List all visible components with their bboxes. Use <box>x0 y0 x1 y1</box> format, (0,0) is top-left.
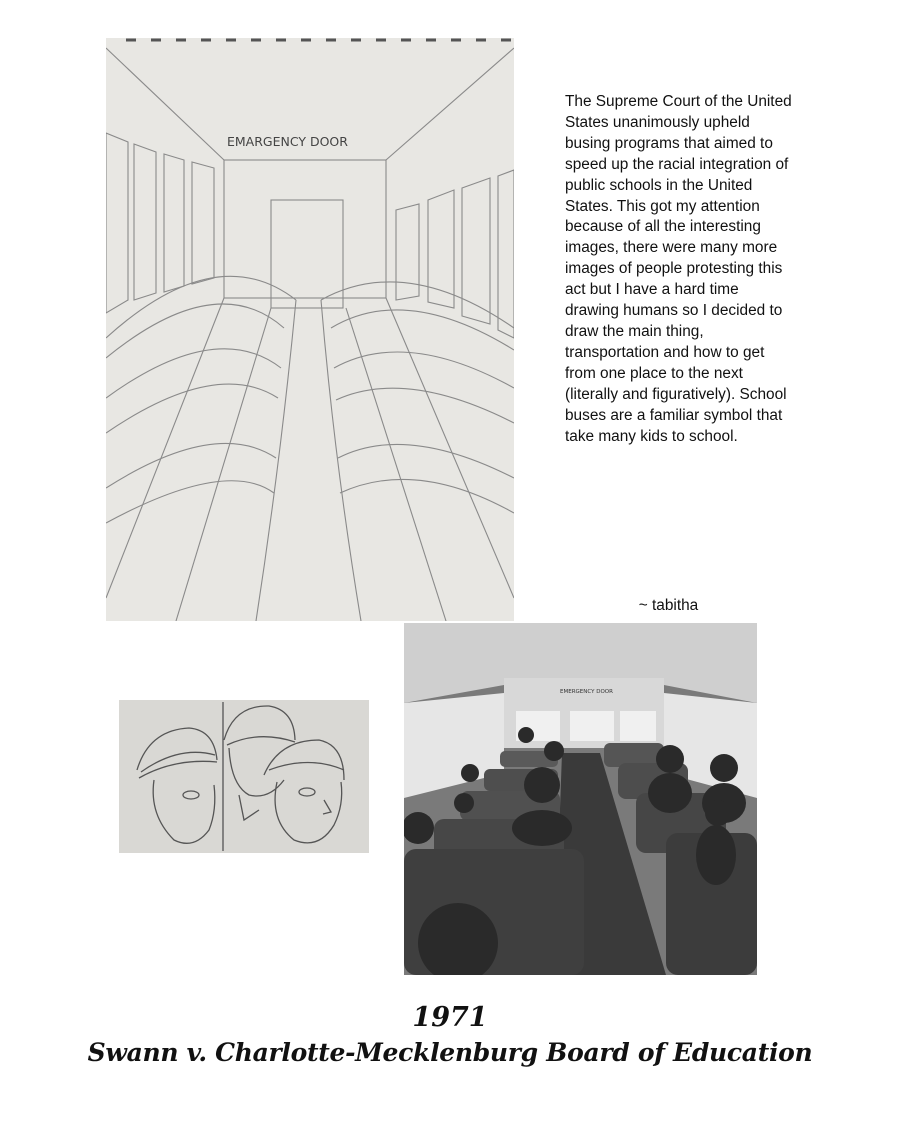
bus-photograph <box>404 623 757 975</box>
essay-text <box>565 92 795 447</box>
sketch-drawing <box>106 38 514 621</box>
case-name-caption: Swann v. Charlotte-Mecklenburg Board of Education <box>87 1038 813 1067</box>
faces-sketch <box>119 700 369 853</box>
essay-signature: ~ tabitha <box>638 597 699 614</box>
faces-drawing <box>119 700 369 853</box>
bus-interior-sketch <box>106 38 514 621</box>
essay-paragraph: The Supreme Court of the United States unanimously upheld busing programs that aimed to speed up the racial integration of public schools in the United States. This got my attention because of all the interesting images, there were many more images of people protesting this act but I have a hard time drawing humans so I decided to draw the main thing, transportation and how to get from one place to the next (literally and figuratively). School buses are a familiar symbol that take many kids to school. <box>565 93 792 445</box>
photograph-drawing <box>404 623 757 975</box>
sketch-sign: EMARGENCY DOOR <box>227 134 348 149</box>
photo-sign: EMERGENCY DOOR <box>560 689 613 695</box>
year-caption: 1971 <box>412 1002 488 1033</box>
